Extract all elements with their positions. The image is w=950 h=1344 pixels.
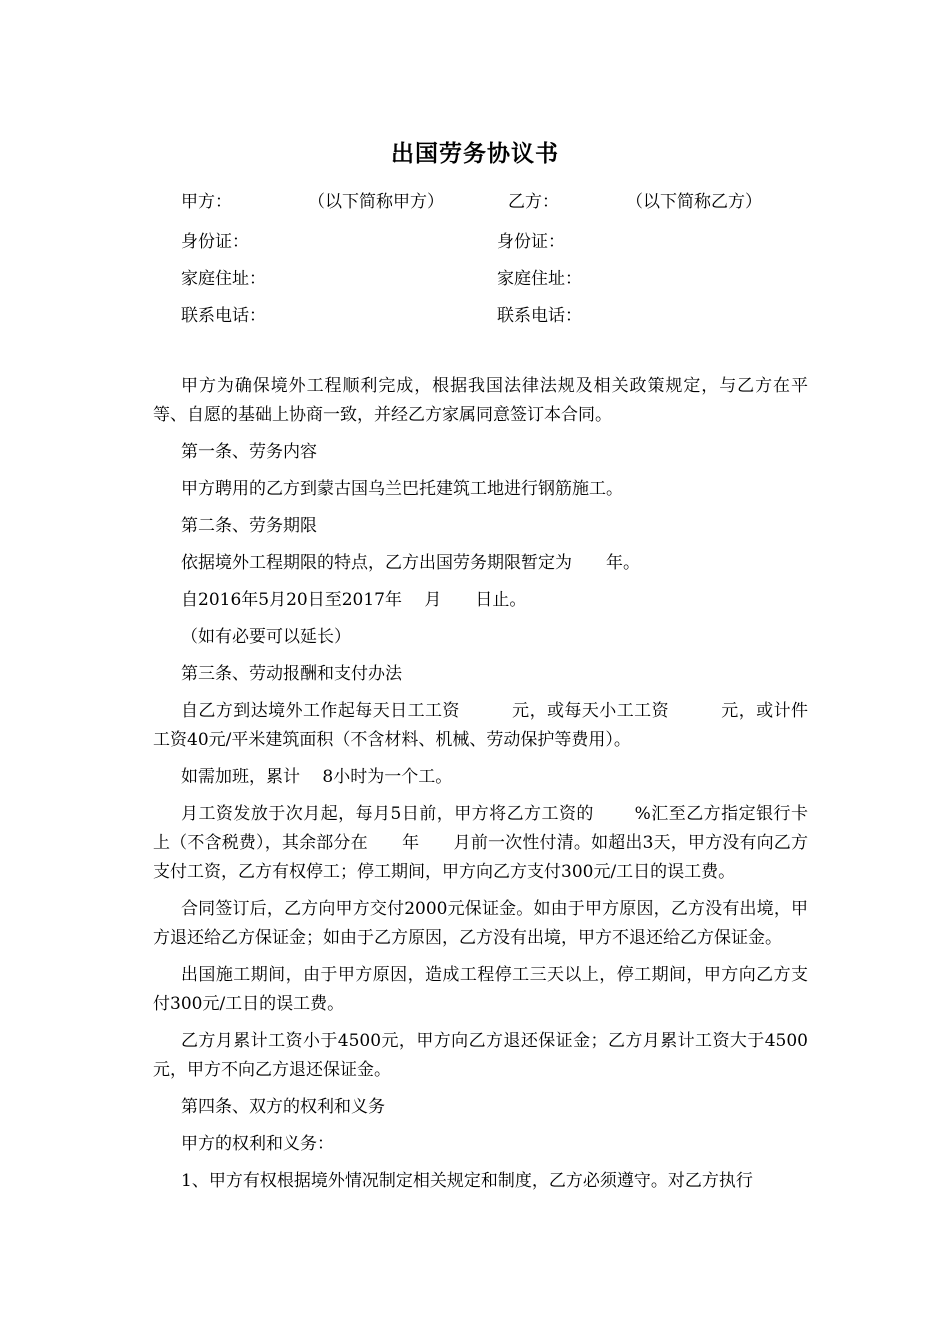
article-3-deposit: 合同签订后，乙方向甲方交付2000元保证金。如由于甲方原因，乙方没有出境，甲方退还给乙方保证金；如由于乙方原因，乙方没有出境，甲方不退还给乙方保证金。 — [153, 899, 808, 948]
party-a-label: 甲方： — [181, 192, 232, 212]
preamble-paragraph: 甲方为确保境外工程顺利完成，根据我国法律法规及相关政策规定，与乙方在平等、自愿的基础上协商一致，并经乙方家属同意签订本合同。 — [153, 376, 808, 425]
article-3-heading: 第三条、劳动报酬和支付办法 — [181, 664, 402, 684]
article-2-extension-note: （如有必要可以延长） — [181, 627, 351, 647]
contract-body — [153, 372, 808, 1204]
party-phone-row — [0, 303, 950, 329]
article-3-deposit-refund: 乙方月累计工资小于4500元，甲方向乙方退还保证金；乙方月累计工资大于4500元，甲方不向乙方退还保证金。 — [153, 1031, 808, 1080]
article-3-work-stoppage: 出国施工期间，由于甲方原因，造成工程停工三天以上，停工期间，甲方向乙方支付300元/工日的误工费。 — [153, 965, 808, 1014]
article-2-dates: 自2016年5月20日至2017年 月 日止。 — [181, 590, 527, 610]
article-2-heading: 第二条、劳务期限 — [181, 516, 317, 536]
article-4-heading: 第四条、双方的权利和义务 — [181, 1097, 385, 1117]
article-4-party-a-heading: 甲方的权利和义务： — [181, 1134, 334, 1154]
article-2-term: 依据境外工程期限的特点，乙方出国劳务期限暂定为 年。 — [181, 553, 640, 573]
article-1-content: 甲方聘用的乙方到蒙古国乌兰巴托建筑工地进行钢筋施工。 — [181, 479, 623, 499]
party-id-row — [0, 229, 950, 255]
party-b-label: 乙方： — [508, 192, 559, 212]
party-b-phone-label: 联系电话： — [497, 306, 582, 326]
party-a-note: （以下简称甲方） — [308, 192, 444, 212]
party-a-id-label: 身份证： — [181, 232, 249, 252]
article-3-overtime: 如需加班，累计 8小时为一个工。 — [181, 767, 453, 787]
party-address-row — [0, 266, 950, 292]
party-b-address-label: 家庭住址： — [497, 269, 582, 289]
party-name-row — [0, 189, 950, 215]
party-b-id-label: 身份证： — [497, 232, 565, 252]
article-3-payment-schedule: 月工资发放于次月起，每月5日前，甲方将乙方工资的 %汇至乙方指定银行卡上（不含税费），其余部分在 年 月前一次性付清。如超出3天，甲方没有向乙方支付工资，乙方有权停工；停工期间，甲方向乙方支付300元/工日的误工费。 — [153, 804, 808, 882]
article-1-heading: 第一条、劳务内容 — [181, 442, 317, 462]
party-a-phone-label: 联系电话： — [181, 306, 266, 326]
party-a-address-label: 家庭住址： — [181, 269, 266, 289]
party-b-note: （以下简称乙方） — [626, 192, 762, 212]
document-title: 出国劳务协议书 — [391, 140, 559, 167]
article-4-item-1: 1、甲方有权根据境外情况制定相关规定和制度，乙方必须遵守。对乙方执行 — [181, 1171, 753, 1191]
article-3-wages: 自乙方到达境外工作起每天日工工资 元，或每天小工工资 元，或计件工资40元/平米建筑面积（不含材料、机械、劳动保护等费用）。 — [153, 701, 808, 750]
